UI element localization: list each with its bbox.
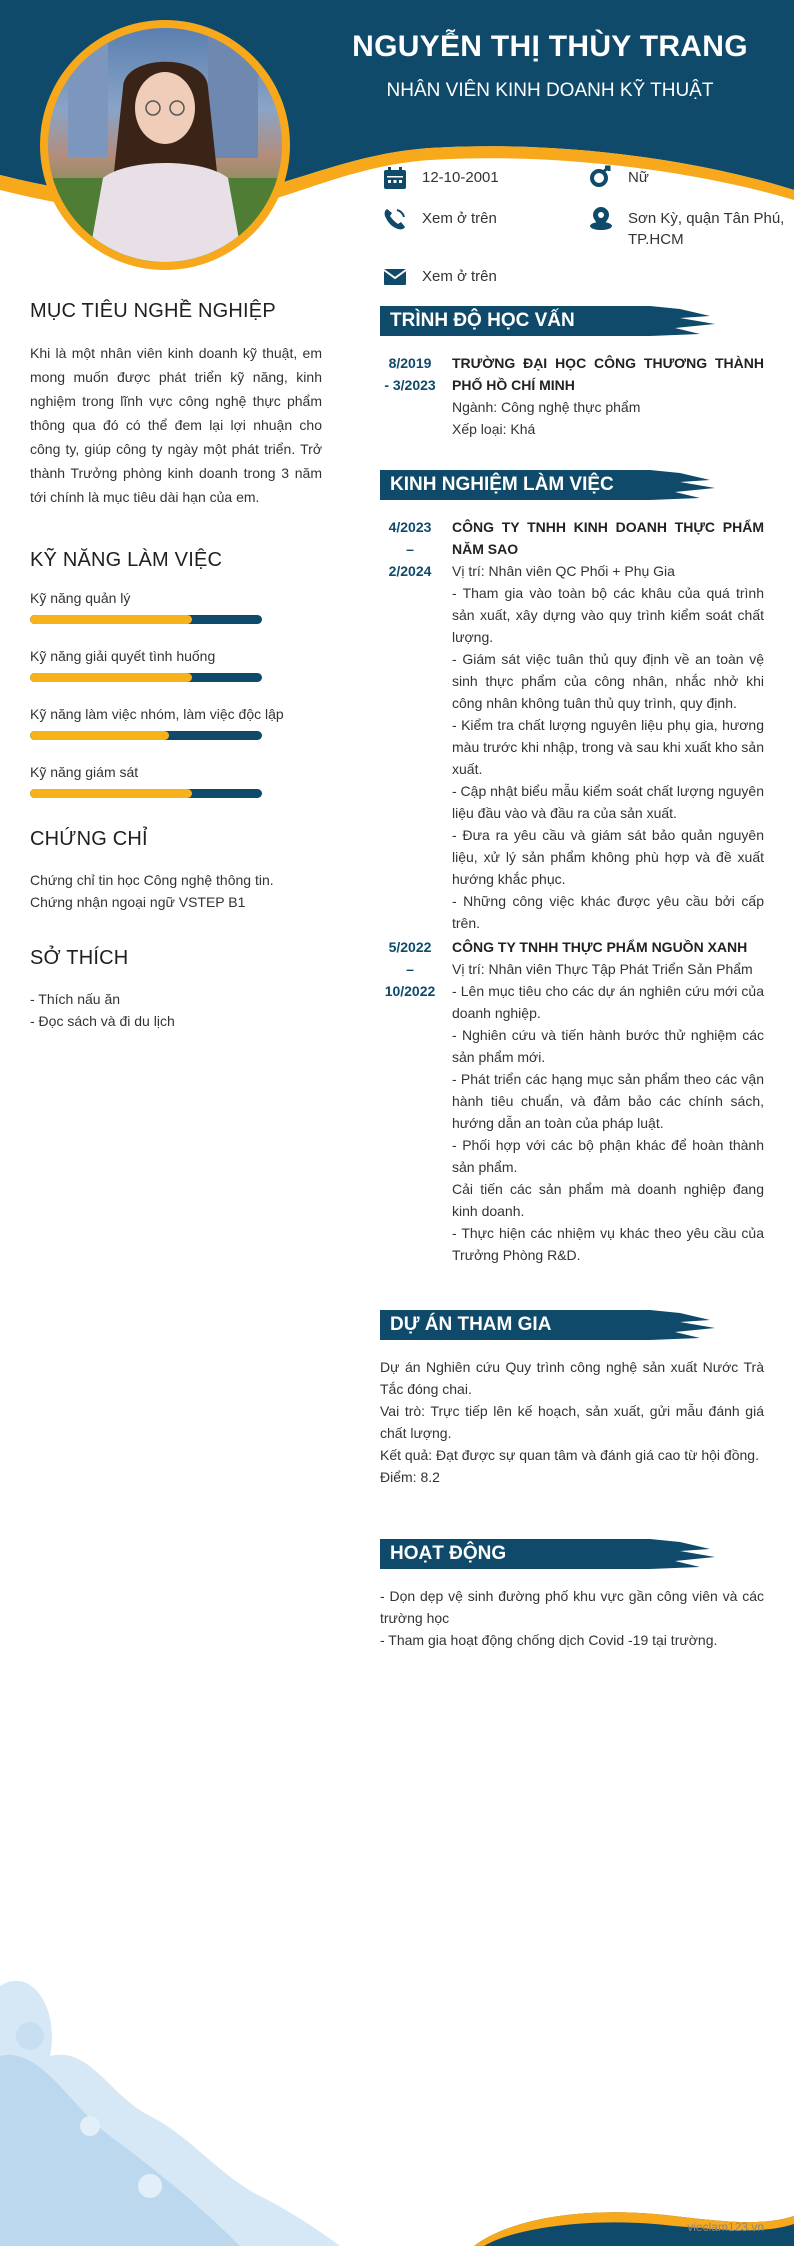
decorative-watercolor xyxy=(0,1946,340,2246)
date-separator: – xyxy=(406,961,414,977)
job-details xyxy=(440,516,764,934)
job-duty: - Lên mục tiêu cho các dự án nghiên cứu mới của doanh nghiệp. xyxy=(452,983,764,1021)
job-position: Vị trí: Nhân viên QC Phối + Phụ Gia xyxy=(452,563,675,579)
date-end: - 3/2023 xyxy=(384,377,436,393)
gender-value: Nữ xyxy=(628,169,649,186)
job-details xyxy=(440,936,764,1266)
phone-value: Xem ở trên xyxy=(422,210,497,227)
education-details xyxy=(440,352,764,440)
experience-header xyxy=(380,468,764,502)
gender-row xyxy=(588,165,649,191)
skills-list xyxy=(30,590,322,798)
activity-line: - Tham gia hoạt động chống dịch Covid -19 tại trường. xyxy=(380,1632,718,1648)
education-section xyxy=(380,304,764,442)
job-duty: - Những công việc khác được yêu cầu bởi cấp trên. xyxy=(452,893,764,931)
location-icon xyxy=(588,206,614,232)
job-dates xyxy=(380,936,440,1266)
address-value xyxy=(628,206,784,250)
watermark: vieclam123.vn xyxy=(687,2220,764,2234)
skill-bar xyxy=(30,673,262,682)
candidate-name: NGUYỄN THỊ THÙY TRANG xyxy=(352,30,748,63)
job-entry xyxy=(380,936,764,1266)
certificate-item: Chứng chỉ tin học Công nghệ thông tin. xyxy=(30,872,274,888)
experience-heading: KINH NGHIỆM LÀM VIỆC xyxy=(390,474,614,495)
job-duty: - Phát triển các hạng mục sản phẩm theo các vận hành tiêu chuẩn, và đảm bảo các chính sách, hướng dẫn an toàn của pháp luật. xyxy=(452,1071,764,1131)
major: Ngành: Công nghệ thực phẩm xyxy=(452,399,641,415)
address-line-1: Sơn Kỳ, quận Tân Phú, xyxy=(628,210,785,227)
birthday-row xyxy=(382,165,499,191)
date-start: 4/2023 xyxy=(388,519,432,535)
skill-bar-fill xyxy=(30,673,192,682)
calendar-icon xyxy=(382,165,408,191)
projects-section xyxy=(380,1308,764,1488)
avatar-frame xyxy=(40,20,290,270)
job-duty: - Phối hợp với các bộ phận khác để hoàn thành sản phẩm. xyxy=(452,1137,764,1175)
skill-label: Kỹ năng quản lý xyxy=(30,590,131,606)
date-start: 5/2022 xyxy=(388,939,432,955)
footer-wave xyxy=(474,2176,794,2246)
project-line: Vai trò: Trực tiếp lên kế hoạch, sản xuất, gửi mẫu đánh giá chất lượng. xyxy=(380,1403,764,1441)
projects-heading: DỰ ÁN THAM GIA xyxy=(390,1314,552,1335)
rank: Xếp loại: Khá xyxy=(452,421,536,437)
activities-header xyxy=(380,1537,764,1571)
left-column xyxy=(30,300,322,1032)
objective-heading: MỤC TIÊU NGHỀ NGHIỆP xyxy=(30,300,276,322)
skill-label: Kỹ năng làm việc nhóm, làm việc độc lập xyxy=(30,706,284,722)
job-entry xyxy=(380,516,764,934)
job-position: Vị trí: Nhân viên Thực Tập Phát Triển Sản Phẩm xyxy=(452,961,753,977)
job-duty: - Nghiên cứu và tiến hành bước thử nghiệm các sản phẩm mới. xyxy=(452,1027,764,1065)
skill-bar xyxy=(30,615,262,624)
project-line: Kết quả: Đạt được sự quan tâm và đánh giá cao từ hội đồng. xyxy=(380,1447,759,1463)
skill-label: Kỹ năng giải quyết tình huống xyxy=(30,648,216,664)
job-duty: - Thực hiện các nhiệm vụ khác theo yêu cầu của Trưởng Phòng R&D. xyxy=(452,1225,764,1263)
skill-item xyxy=(30,706,322,740)
address-row xyxy=(588,206,784,250)
activity-line: - Dọn dẹp vệ sinh đường phố khu vực gần công viên và các trường học xyxy=(380,1588,764,1626)
job-duty: - Đưa ra yêu cầu và giám sát bảo quản nguyên liệu, xử lý sản phẩm không phù hợp và đề xuất hướng khắc phục. xyxy=(452,827,764,887)
date-end: 10/2022 xyxy=(384,983,436,999)
address-line-2: TP.HCM xyxy=(628,231,684,248)
experience-section xyxy=(380,468,764,1268)
project-line: Dự án Nghiên cứu Quy trình công nghệ sản xuất Nước Trà Tắc đóng chai. xyxy=(380,1359,764,1397)
job-dates xyxy=(380,516,440,934)
skill-bar-fill xyxy=(30,731,169,740)
job-duty: - Tham gia vào toàn bộ các khâu của quá trình sản xuất, xây dựng vào quy trình kiểm soát chất lượng. xyxy=(452,585,764,645)
activities-heading: HOẠT ĐỘNG xyxy=(390,1543,507,1564)
job-duty: - Cập nhật biểu mẫu kiểm soát chất lượng nguyên liệu đầu vào và đầu ra của sản xuất. xyxy=(452,783,764,821)
hobbies-heading: SỞ THÍCH xyxy=(30,947,129,969)
email-row xyxy=(382,264,497,290)
portrait-image xyxy=(48,28,282,262)
phone-row xyxy=(382,206,497,232)
school-name: TRƯỜNG ĐẠI HỌC CÔNG THƯƠNG THÀNH PHỐ HỒ CHÍ MINH xyxy=(452,355,764,393)
date-end: 2/2024 xyxy=(388,563,432,579)
skill-item xyxy=(30,764,322,798)
education-entry xyxy=(380,352,764,440)
date-start: 8/2019 xyxy=(388,355,432,371)
job-title: NHÂN VIÊN KINH DOANH KỸ THUẬT xyxy=(386,80,714,101)
skill-bar xyxy=(30,789,262,798)
project-line: Điểm: 8.2 xyxy=(380,1469,440,1485)
skill-item xyxy=(30,590,322,624)
skills-heading: KỸ NĂNG LÀM VIỆC xyxy=(30,549,223,571)
projects-header xyxy=(380,1308,764,1342)
certificate-item: Chứng nhận ngoại ngữ VSTEP B1 xyxy=(30,894,246,910)
job-duty: - Giám sát việc tuân thủ quy định về an toàn vệ sinh thực phẩm của công nhân, nhắc nhở khi công nhân không tuân thủ quy trình, quy định. xyxy=(452,651,764,711)
education-dates xyxy=(380,352,440,440)
skill-bar xyxy=(30,731,262,740)
hobby-item: - Thích nấu ăn xyxy=(30,991,121,1007)
certificates-heading: CHỨNG CHỈ xyxy=(30,828,148,850)
company-name: CÔNG TY TNHH THỰC PHẨM NGUỒN XANH xyxy=(452,939,748,955)
phone-icon xyxy=(382,206,408,232)
objective-text: Khi là một nhân viên kinh doanh kỹ thuật, em mong muốn được phát triển kỹ năng, kinh nghiệm trong lĩnh vực công nghệ thực phẩm thông qua đó có thể đem lại lợi nhuận cho công ty, giúp công ty ngày một phát triển. Trở thành Trưởng phòng kinh doanh trong 3 năm tới chính là mục tiêu dài hạn của em. xyxy=(30,345,322,505)
hobby-item: - Đọc sách và đi du lịch xyxy=(30,1013,175,1029)
education-heading: TRÌNH ĐỘ HỌC VẤN xyxy=(390,310,575,331)
email-icon xyxy=(382,264,408,290)
avatar xyxy=(48,28,282,262)
skill-bar-fill xyxy=(30,615,192,624)
education-header xyxy=(380,304,764,338)
job-duty: - Kiểm tra chất lượng nguyên liệu phụ gia, hương màu trước khi nhập, trong và sau khi xuất kho sản xuất. xyxy=(452,717,764,777)
job-duty: Cải tiến các sản phẩm mà doanh nghiệp đang kinh doanh. xyxy=(452,1181,764,1219)
skill-bar-fill xyxy=(30,789,192,798)
activities-section xyxy=(380,1537,764,1651)
date-separator: – xyxy=(406,541,414,557)
skill-item xyxy=(30,648,322,682)
gender-icon xyxy=(588,165,614,191)
birthday-value: 12-10-2001 xyxy=(422,169,499,186)
email-value: Xem ở trên xyxy=(422,268,497,285)
skill-label: Kỹ năng giám sát xyxy=(30,764,139,780)
company-name: CÔNG TY TNHH KINH DOANH THỰC PHẨM NĂM SAO xyxy=(452,519,764,557)
